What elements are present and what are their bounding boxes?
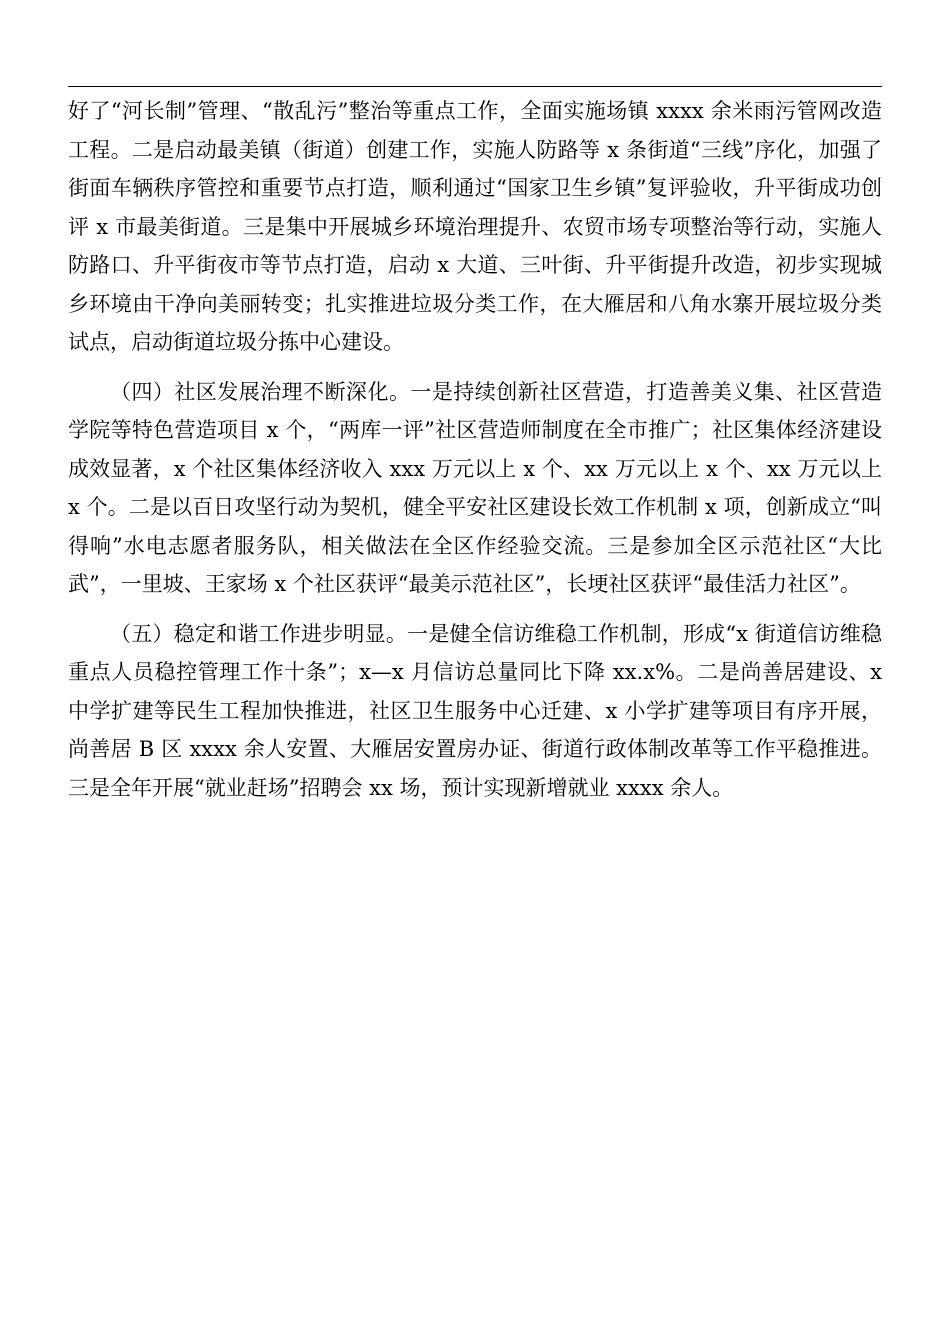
header-rule [68, 86, 882, 87]
paragraph-section-five: （五）稳定和谐工作进步明显。一是健全信访维稳工作机制，形成“x 街道信访维稳重点人员稳控管理工作十条”；x—x 月信访总量同比下降 xx.x%。二是尚善居建设、x 中学扩建等民生工程加快推进，社区卫生服务中心迁建、x 小学扩建等项目有序开展，尚善居 B 区 xxxx 余人安置、大雁居安置房办证、街道行政体制改革等工作平稳推进。三是全年开展“就业赶场”招聘会 xx 场，预计实现新增就业 xxxx 余人。 [68, 621, 882, 800]
paragraph-continued: 好了“河长制”管理、“散乱污”整治等重点工作，全面实施场镇 xxxx 余米雨污管网改造工程。二是启动最美镇（街道）创建工作，实施人防路等 x 条街道“三线”序化，加强了街面车辆秩序管控和重要节点打造，顺利通过“国家卫生乡镇”复评验收，升平街成功创评 x 市最美街道。三是集中开展城乡环境治理提升、农贸市场专项整治等行动，实施人防路口、升平街夜市等节点打造，启动 x 大道、三叶街、升平街提升改造，初步实现城乡环境由干净向美丽转变；扎实推进垃圾分类工作，在大雁居和八角水寨开展垃圾分类试点，启动街道垃圾分拣中心建设。 [68, 99, 882, 354]
paragraph-section-four: （四）社区发展治理不断深化。一是持续创新社区营造，打造善美义集、社区营造学院等特色营造项目 x 个，“两库一评”社区营造师制度在全市推广；社区集体经济建设成效显著，x 个社区集体经济收入 xxx 万元以上 x 个、xx 万元以上 x 个、xx 万元以上 x 个。二是以百日攻坚行动为契机，健全平安社区建设长效工作机制 x 项，创新成立“叫得响”水电志愿者服务队，相关做法在全区作经验交流。三是参加全区示范社区“大比武”，一里坡、王家场 x 个社区获评“最美示范社区”，长埂社区获评“最佳活力社区”。 [68, 379, 882, 596]
document-body [68, 92, 882, 818]
